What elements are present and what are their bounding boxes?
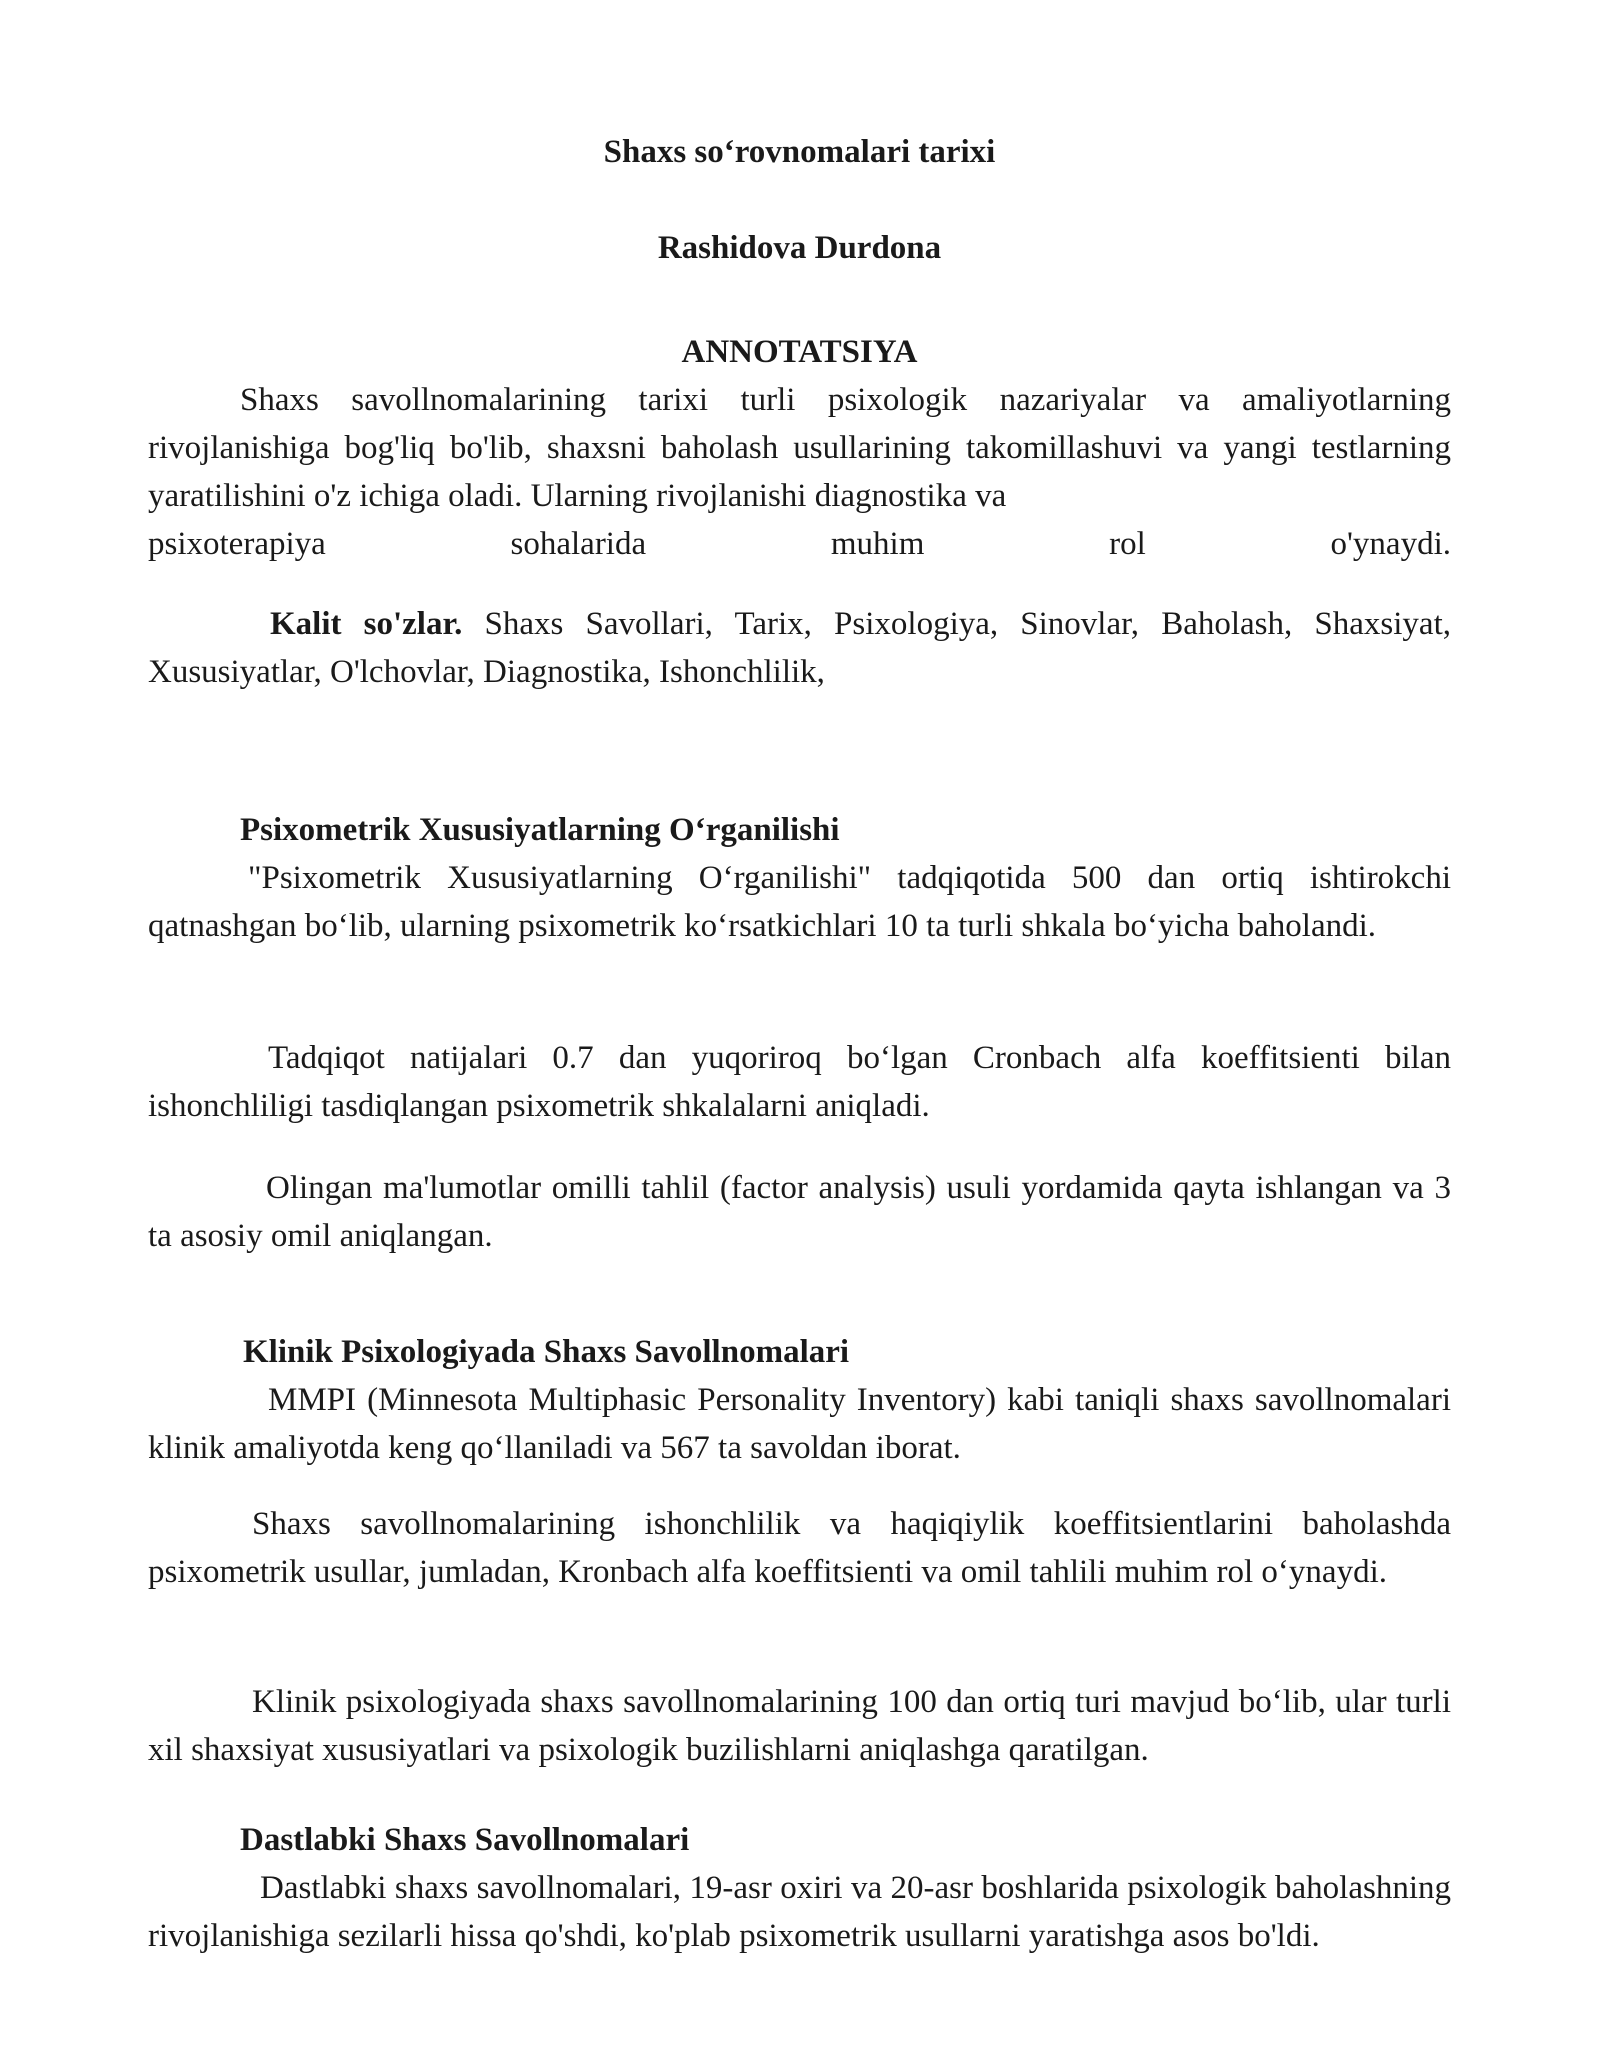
section-paragraph: Olingan ma'lumotlar omilli tahlil (factor analysis) usuli yordamida qayta ishlangan va 3 ta asosiy omil aniqlangan. [148, 1170, 1451, 1254]
section-paragraph: MMPI (Minnesota Multiphasic Personality Inventory) kabi taniqli shaxs savollnomalari klinik amaliyotda keng qo‘llaniladi va 567 ta savoldan iborat. [148, 1382, 1451, 1466]
section-paragraph: Dastlabki shaxs savollnomalari, 19-asr oxiri va 20-asr boshlarida psixologik baholashning rivojlanishiga sezilarli hissa qo'shdi, ko'plab psixometrik usullarni yaratishga asos bo'ldi. [148, 1870, 1451, 1954]
annotation-body-last-line: psixoterapiya sohalarida muhim rol o'ynaydi. [148, 526, 1451, 562]
keywords-text: Shaxs Savollari, Tarix, Psixologiya, Sinovlar, Baholash, Shaxsiyat, Xususiyatlar, O'lchovlar, Diagnostika, Ishonchlilik, [148, 606, 1451, 690]
keywords-label: Kalit so'zlar. [270, 606, 463, 642]
section-heading: Klinik Psixologiyada Shaxs Savollnomalari [243, 1334, 850, 1370]
section-heading: Psixometrik Xususiyatlarning O‘rganilishi [240, 812, 840, 848]
document-title: Shaxs so‘rovnomalari tarixi [603, 134, 996, 170]
section-paragraph: "Psixometrik Xususiyatlarning O‘rganilishi" tadqiqotida 500 dan ortiq ishtirokchi qatnashgan bo‘lib, ularning psixometrik ko‘rsatkichlari 10 ta turli shkala bo‘yicha baholandi. [148, 860, 1451, 944]
annotation-heading: ANNOTATSIYA [681, 334, 918, 370]
section-paragraph: Shaxs savollnomalarining ishonchlilik va haqiqiylik koeffitsientlarini baholashda psixometrik usullar, jumladan, Kronbach alfa koeffitsienti va omil tahlili muhim rol o‘ynaydi. [148, 1506, 1451, 1590]
annotation-body: Shaxs savollnomalarining tarixi turli psixologik nazariyalar va amaliyotlarning rivojlanishiga bog'liq bo'lib, shaxsni baholash usullarining takomillashuvi va yangi testlarning yaratilishini o'z ichiga oladi. Ularning rivojlanishi diagnostika va [148, 382, 1451, 514]
author-name: Rashidova Durdona [657, 230, 942, 266]
section-paragraph: Klinik psixologiyada shaxs savollnomalarining 100 dan ortiq turi mavjud bo‘lib, ular turli xil shaxsiyat xususiyatlari va psixologik buzilishlarni aniqlashga qaratilgan. [148, 1684, 1451, 1768]
section-heading: Dastlabki Shaxs Savollnomalari [240, 1822, 690, 1858]
keywords-paragraph [148, 600, 1451, 696]
section-paragraph: Tadqiqot natijalari 0.7 dan yuqoriroq bo‘lgan Cronbach alfa koeffitsienti bilan ishonchliligi tasdiqlangan psixometrik shkalalarni aniqladi. [148, 1040, 1451, 1124]
